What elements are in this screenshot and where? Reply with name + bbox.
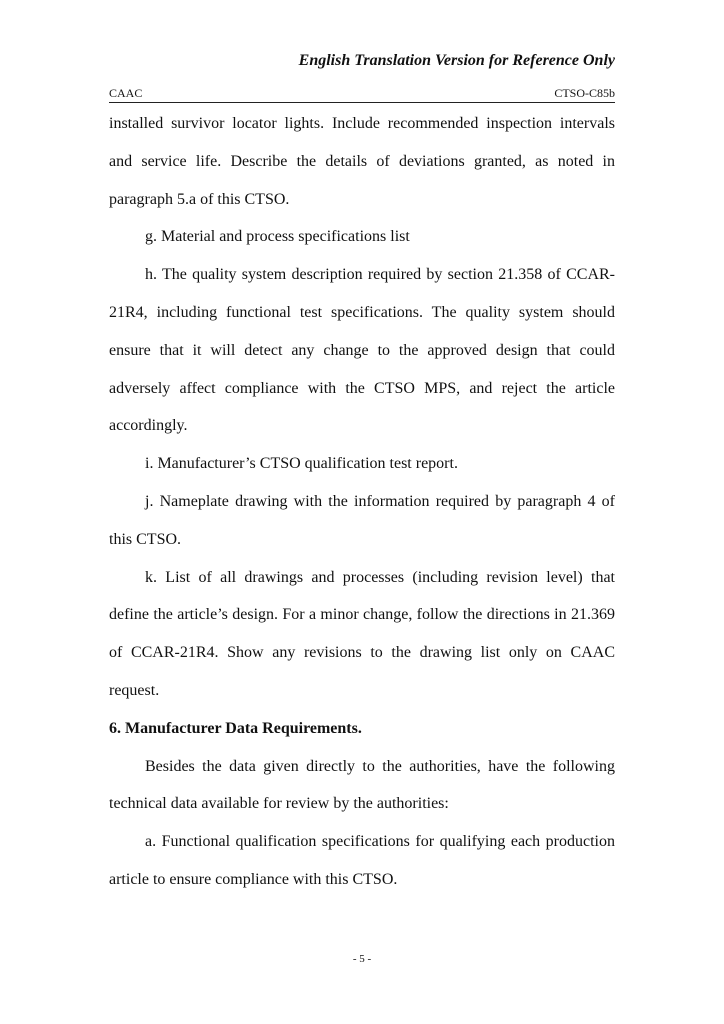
paragraph-section6-intro: Besides the data given directly to the authorities, have the following technical data available for review by the authorities:: [109, 757, 615, 813]
paragraph-continuation: installed survivor locator lights. Include recommended inspection intervals and service life. Describe the details of deviations granted, as noted in paragraph 5.a of this CTSO.: [109, 115, 615, 208]
paragraph-section6-item-a: a. Functional qualification specifications for qualifying each production article to ensure compliance with this CTSO.: [109, 833, 615, 888]
running-header: [109, 86, 615, 103]
paragraph-item-g: g. Material and process specifications list: [145, 228, 410, 246]
section-heading: 6. Manufacturer Data Requirements.: [109, 719, 362, 737]
paragraph-item-k: k. List of all drawings and processes (including revision level) that define the article’s design. For a minor change, follow the directions in 21.369 of CCAR-21R4. Show any revisions to the drawing list only on CAAC request.: [109, 568, 615, 699]
paragraph-item-j: j. Nameplate drawing with the information required by paragraph 4 of this CTSO.: [109, 492, 615, 548]
paragraph-item-h: h. The quality system description required by section 21.358 of CCAR-21R4, including functional test specifications. The quality system should ensure that it will detect any change to the approved design that could adversely affect compliance with the CTSO MPS, and reject the article accordingly.: [109, 266, 615, 435]
paragraph-item-i: i. Manufacturer’s CTSO qualification test report.: [145, 455, 458, 473]
header-agency: CAAC: [109, 86, 143, 100]
translation-notice: English Translation Version for Reference Only: [298, 52, 615, 69]
page-number: - 5 -: [352, 953, 372, 965]
header-document-id: CTSO-C85b: [554, 86, 615, 100]
document-body: [109, 105, 615, 899]
